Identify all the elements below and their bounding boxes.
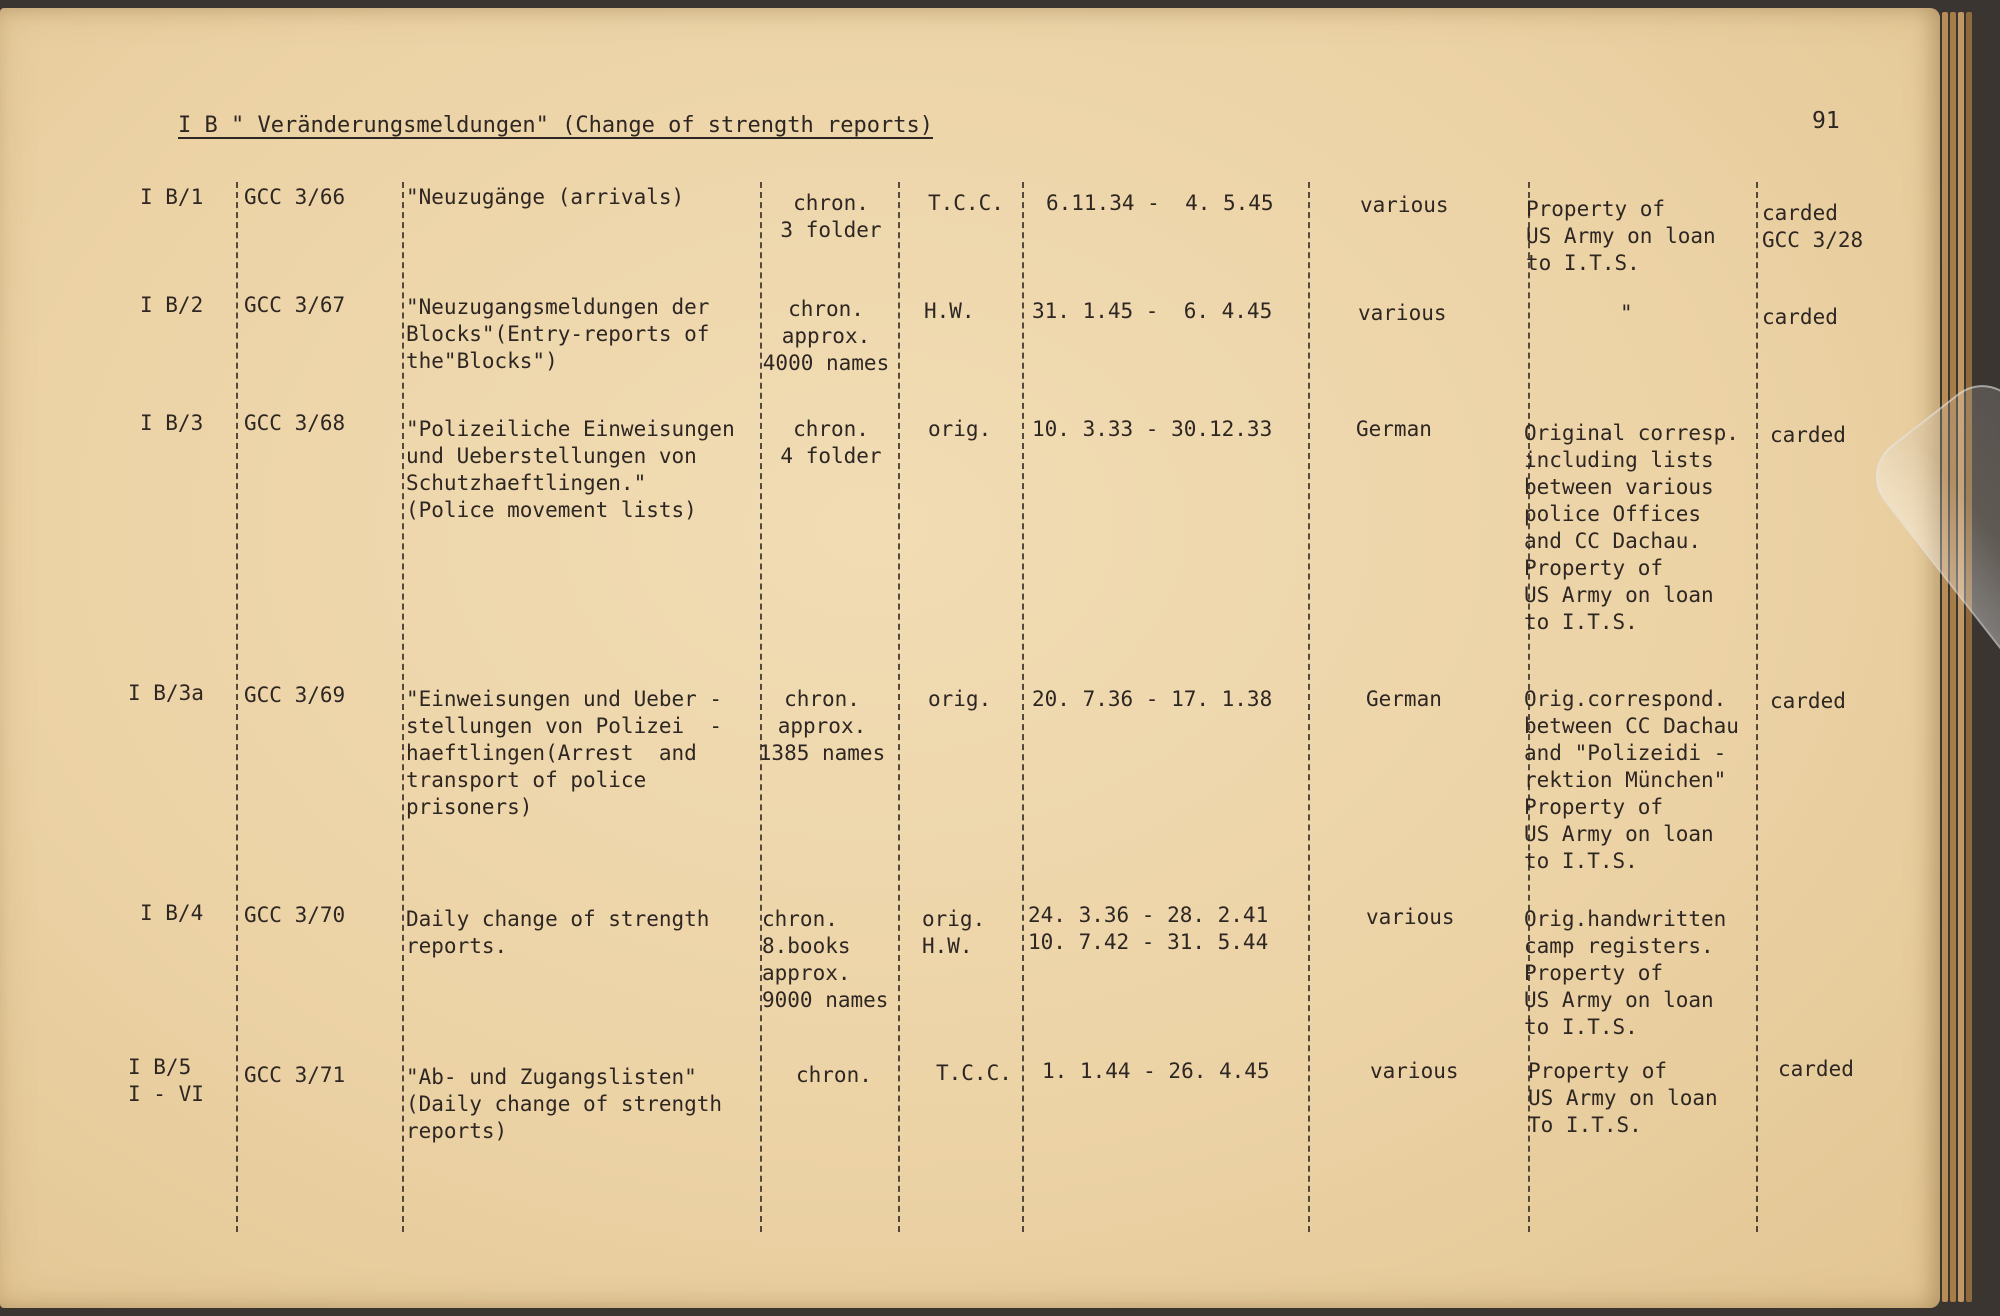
column-divider: [1308, 182, 1310, 1232]
record-ref: GCC 3/66: [244, 185, 346, 209]
record-language: German: [1356, 417, 1432, 441]
record-dates: 6.11.34 - 4. 5.45: [1046, 191, 1274, 215]
record-id: I B/2: [140, 293, 204, 317]
record-form: T.C.C.: [928, 191, 1004, 215]
page-edge: [1942, 12, 1948, 1302]
page-edge: [1966, 12, 1972, 1302]
record-form: T.C.C.: [936, 1061, 1012, 1085]
column-divider: [236, 182, 238, 1232]
record-arrangement: chron. 4 folder: [780, 417, 882, 468]
record-language: German: [1366, 687, 1442, 711]
record-ref: GCC 3/69: [244, 683, 346, 707]
page-edge: [1950, 12, 1956, 1302]
record-form: orig.: [928, 417, 992, 441]
record-dates: 1. 1.44 - 26. 4.45: [1042, 1059, 1270, 1083]
record-remarks: Property of US Army on loan To I.T.S.: [1528, 1059, 1718, 1137]
page-edge: [1958, 12, 1964, 1302]
record-form: H.W.: [924, 299, 975, 323]
column-divider: [1756, 182, 1758, 1232]
record-status: carded: [1770, 423, 1846, 447]
record-description: "Polizeiliche Einweisungen und Ueberstellungen von Schutzhaeftlingen." (Police movement lists): [406, 417, 735, 522]
record-language: various: [1366, 905, 1455, 929]
record-status: carded: [1778, 1057, 1854, 1081]
record-status: carded: [1770, 689, 1846, 713]
record-arrangement: chron. approx. 4000 names: [762, 297, 890, 375]
record-id: I B/1: [140, 185, 204, 209]
record-status: carded: [1762, 305, 1838, 329]
record-remarks: Property of US Army on loan to I.T.S.: [1526, 197, 1716, 275]
record-id: I B/3: [140, 411, 204, 435]
record-arrangement: chron. approx. 1385 names: [758, 687, 886, 765]
record-remarks: Orig.handwritten camp registers. Property of US Army on loan to I.T.S.: [1524, 907, 1727, 1039]
record-arrangement: chron. 3 folder: [780, 191, 882, 242]
record-ref: GCC 3/67: [244, 293, 346, 317]
record-dates: 20. 7.36 - 17. 1.38: [1032, 687, 1273, 711]
record-id: I B/5 I - VI: [128, 1055, 204, 1106]
record-language: various: [1360, 193, 1449, 217]
page-number: 91: [1812, 108, 1840, 134]
record-description: "Neuzugangsmeldungen der Blocks"(Entry-reports of the"Blocks"): [406, 295, 710, 373]
record-ref: GCC 3/68: [244, 411, 346, 435]
record-description: "Ab- und Zugangslisten" (Daily change of strength reports): [406, 1065, 723, 1143]
record-id: I B/3a: [128, 681, 204, 705]
record-form: orig. H.W.: [922, 907, 986, 958]
record-language: various: [1370, 1059, 1459, 1083]
record-ref: GCC 3/71: [244, 1063, 346, 1087]
record-form: orig.: [928, 687, 992, 711]
record-dates: 31. 1.45 - 6. 4.45: [1032, 299, 1273, 323]
column-divider: [402, 182, 404, 1232]
record-description: Daily change of strength reports.: [406, 907, 710, 958]
record-id: I B/4: [140, 901, 204, 925]
record-arrangement: chron. 8.books approx. 9000 names: [762, 907, 889, 1012]
record-arrangement: chron.: [796, 1063, 872, 1087]
page-title: I B " Veränderungsmeldungen" (Change of strength reports): [178, 113, 933, 138]
record-description: "Neuzugänge (arrivals): [406, 185, 685, 209]
column-divider: [898, 182, 900, 1232]
record-language: various: [1358, 301, 1447, 325]
record-ref: GCC 3/70: [244, 903, 346, 927]
record-remarks: Original corresp. including lists between various police Offices and CC Dachau. Property of US Army on loan to I.T.S.: [1524, 421, 1739, 634]
record-dates: 24. 3.36 - 28. 2.41 10. 7.42 - 31. 5.44: [1028, 903, 1269, 954]
record-remarks: Orig.correspond. between CC Dachau and "Polizeidi - rektion München" Property of US Army on loan to I.T.S.: [1524, 687, 1739, 873]
record-remarks: ": [1620, 301, 1633, 325]
column-divider: [1022, 182, 1024, 1232]
record-status: carded GCC 3/28: [1762, 201, 1864, 252]
record-description: "Einweisungen und Ueber - stellungen von Polizei - haeftlingen(Arrest and transport of police prisoners): [406, 687, 723, 819]
record-dates: 10. 3.33 - 30.12.33: [1032, 417, 1273, 441]
